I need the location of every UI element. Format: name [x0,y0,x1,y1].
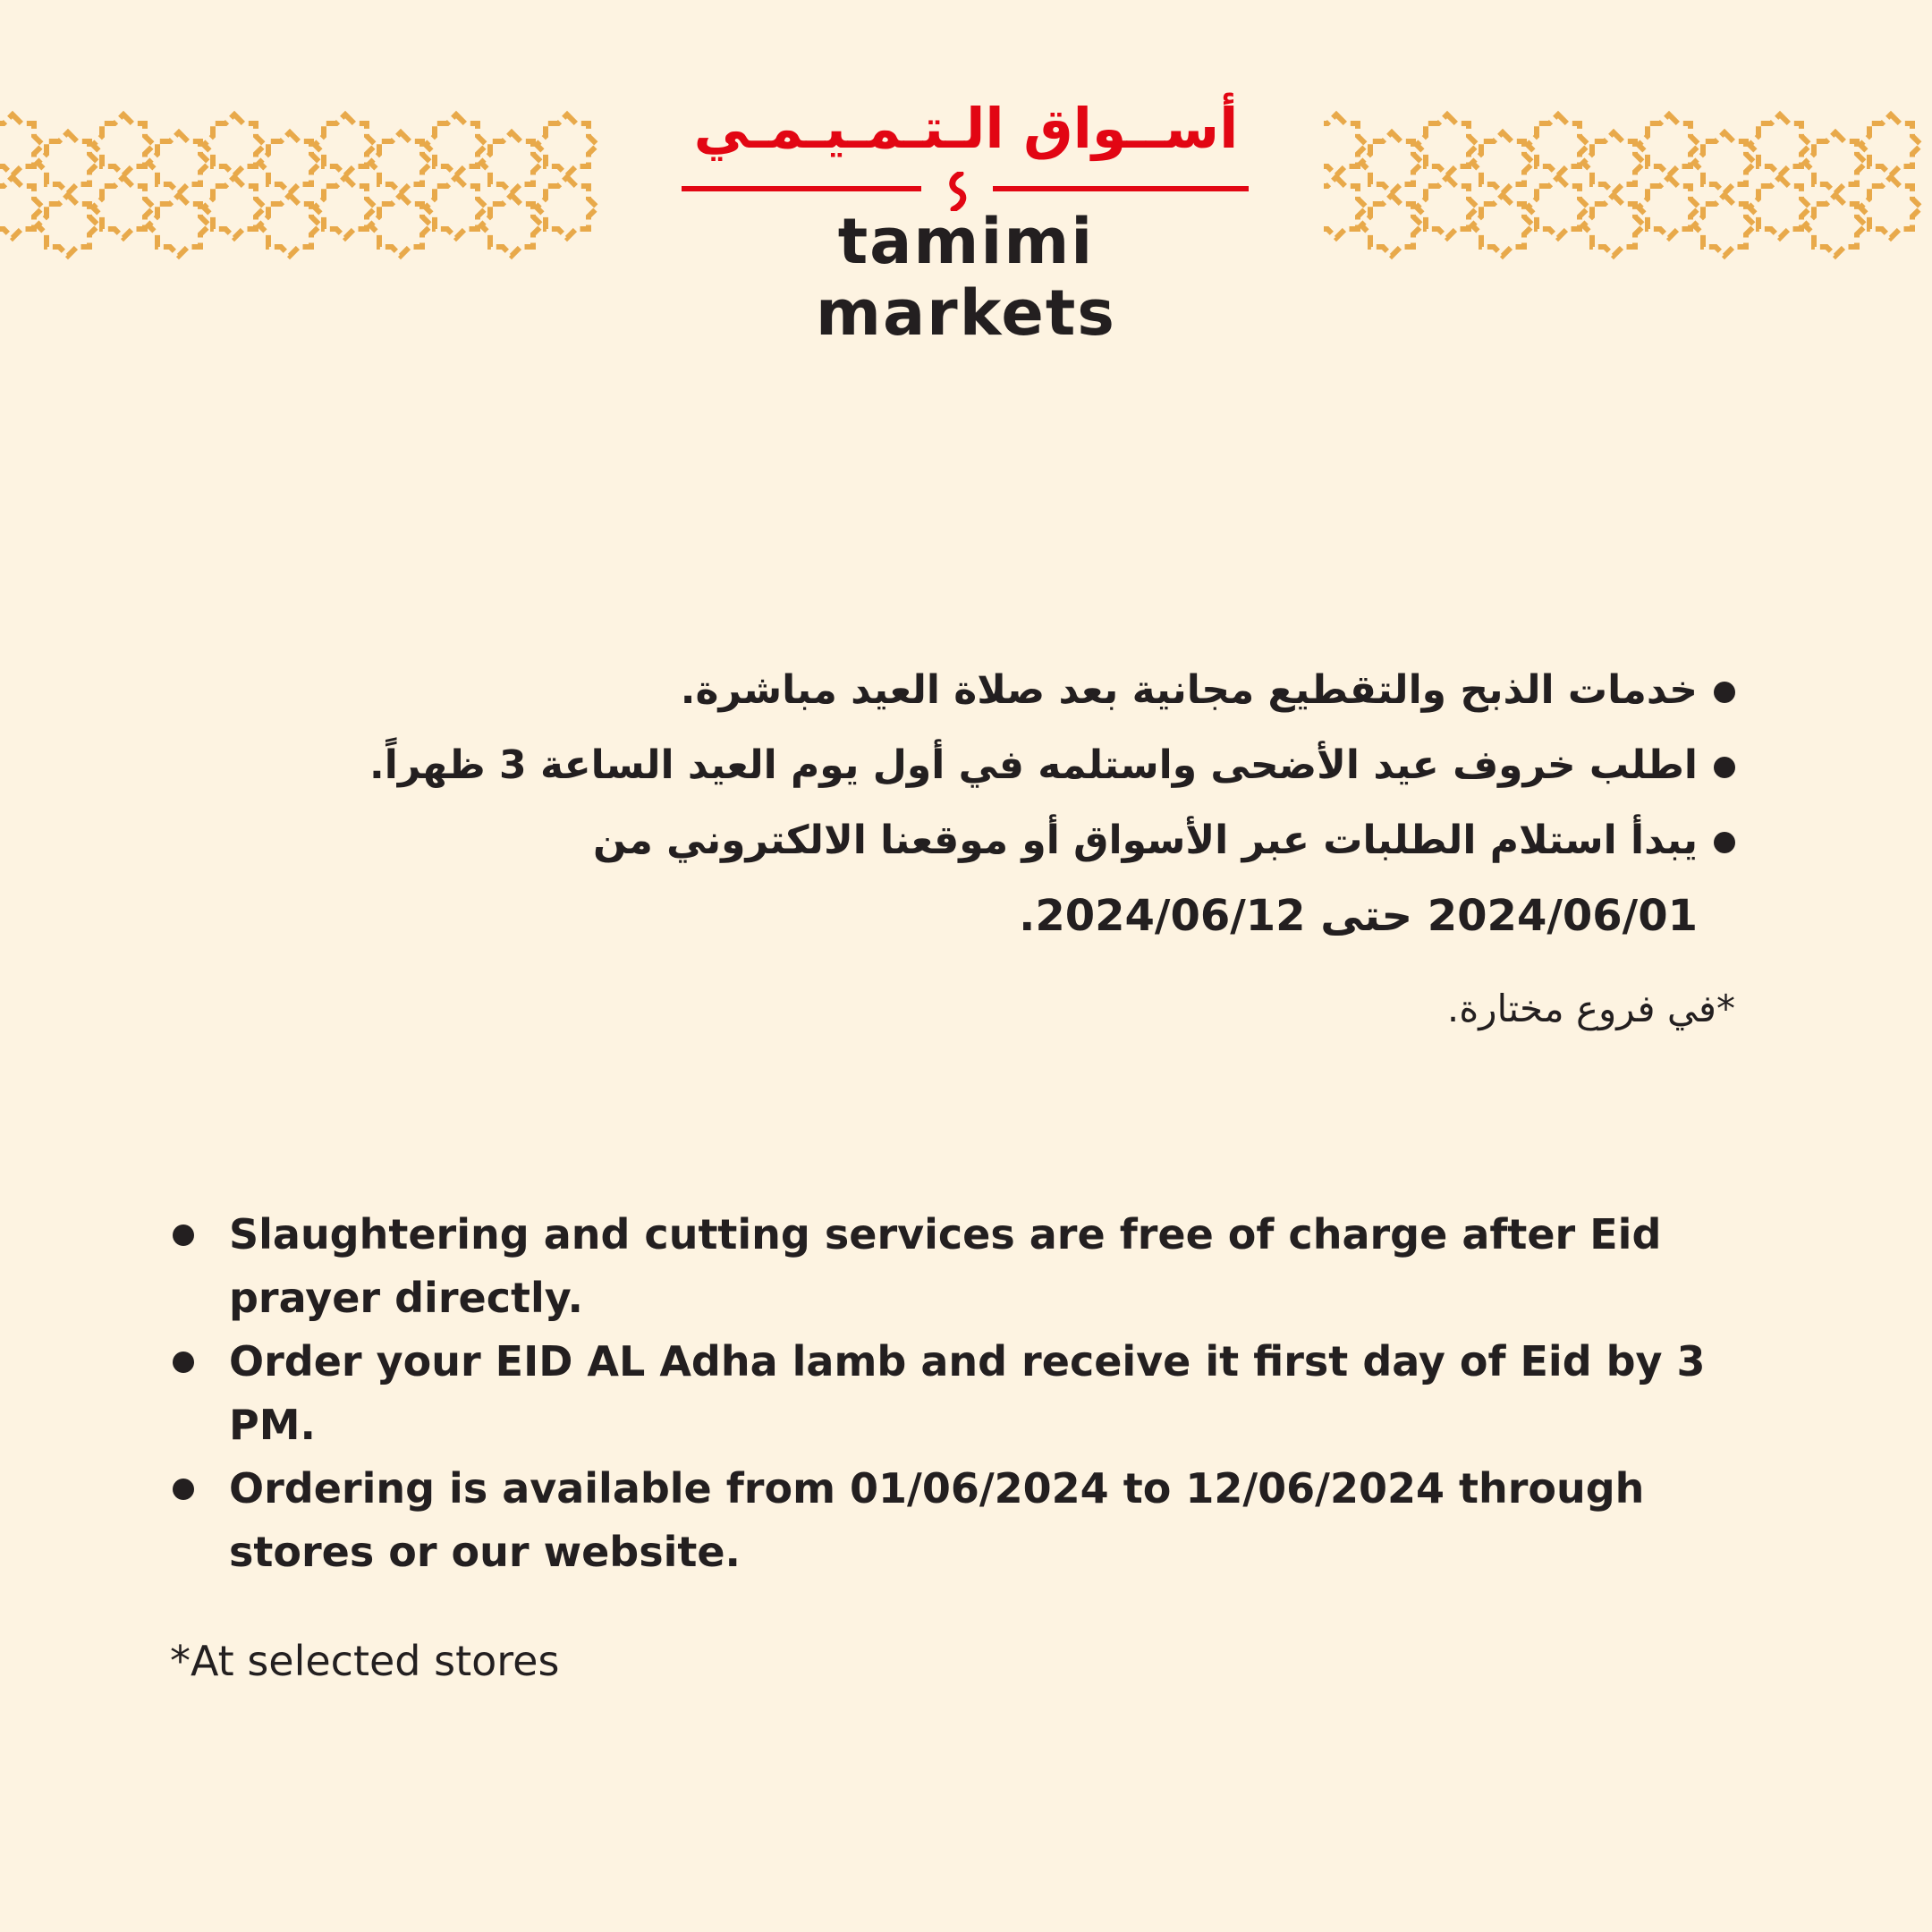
star-motif [1694,195,1755,256]
arabic-date-period: . [1019,891,1036,941]
bullet-icon [173,1479,194,1500]
english-item-text: Order your EID AL Adha lamb and receive it first day of Eid by 3 PM. [229,1337,1706,1449]
english-bullet-list [170,1203,1708,1584]
star-motif [426,177,487,238]
star-motif [370,195,431,256]
star-motif [38,132,98,193]
english-item-prefix: Ordering is available from [229,1464,836,1513]
arabic-list-item [340,728,1735,803]
english-to-word: to [1123,1464,1172,1513]
star-motif [1860,177,1921,238]
star-motif [1417,177,1478,238]
star-motif [1805,132,1866,193]
bullet-icon [1714,832,1735,853]
star-motif [93,177,154,238]
star-motif [259,195,320,256]
english-list-item [170,1203,1708,1330]
star-motif [370,132,431,193]
star-motif [1860,114,1921,175]
star-motif [315,114,376,175]
arabic-until-word: حتى [1320,891,1413,941]
star-motif [481,195,542,256]
star-motif [537,177,597,238]
arabic-list-item [340,653,1735,728]
arabic-bullet-list [340,653,1735,953]
bullet-icon [173,1352,194,1373]
arabic-date-to: 2024/06/12 [1035,891,1306,941]
star-motif [1361,132,1422,193]
bullet-icon [1714,682,1735,703]
star-motif [1583,132,1644,193]
star-motif [1750,177,1810,238]
tamimi-logo [680,96,1252,350]
star-motif [0,177,43,238]
star-motif [1324,114,1367,175]
star-motif [1528,114,1589,175]
logo-arabic-text: أســواق الـتـمـيـمـي [693,96,1239,161]
english-footnote: *At selected stores [170,1637,560,1685]
star-motif [0,114,43,175]
star-motif [1472,132,1533,193]
arabic-list-item [340,803,1735,953]
star-motif [1694,132,1755,193]
star-motif [1583,195,1644,256]
star-motif [93,114,154,175]
star-motif [38,195,98,256]
star-motif [204,114,265,175]
arabic-item-text: خدمات الذبح والتقطيع مجانية بعد صلاة العيد مباشرة. [680,667,1698,713]
star-motif [537,114,597,175]
logo-line-right [993,186,1249,191]
star-motif [481,132,542,193]
star-motif [148,132,209,193]
star-motif [1361,195,1422,256]
arabic-item-text: يبدأ استلام الطلبات عبر الأسواق أو موقعنا الالكتروني من [592,818,1698,863]
english-list-item [170,1457,1708,1584]
star-motif [315,177,376,238]
bullet-icon [173,1224,194,1246]
star-motif [1417,114,1478,175]
english-date-to: 12/06/2024 [1185,1464,1445,1513]
arabic-section [340,653,1735,1036]
star-motif [204,177,265,238]
star-motif [1639,177,1699,238]
english-item-text: Slaughtering and cutting services are free of charge after Eid prayer directly. [229,1210,1662,1322]
decorative-star-pattern-left [0,109,608,270]
logo-english-text: tamimi markets [816,205,1116,350]
english-list-item [170,1330,1708,1457]
bullet-icon [1714,757,1735,778]
decorative-star-pattern-right [1324,109,1932,270]
star-motif [1324,177,1367,238]
star-motif [259,132,320,193]
english-date-from: 01/06/2024 [850,1464,1109,1513]
star-motif [148,195,209,256]
arabic-date-range [340,878,1698,953]
english-item-suffix: through stores or our website. [229,1464,1645,1576]
star-motif [1472,195,1533,256]
arabic-item-text: اطلب خروف عيد الأضحى واستلمه في أول يوم العيد الساعة 3 ظهراً. [369,742,1698,788]
star-motif [1750,114,1810,175]
english-section [170,1203,1708,1688]
arabic-date-from: 2024/06/01 [1427,891,1698,941]
star-motif [1639,114,1699,175]
star-motif [426,114,487,175]
logo-line-left [682,186,921,191]
star-motif [1528,177,1589,238]
arabic-footnote: *في فروع مختارة. [1446,987,1735,1030]
star-motif [1805,195,1866,256]
